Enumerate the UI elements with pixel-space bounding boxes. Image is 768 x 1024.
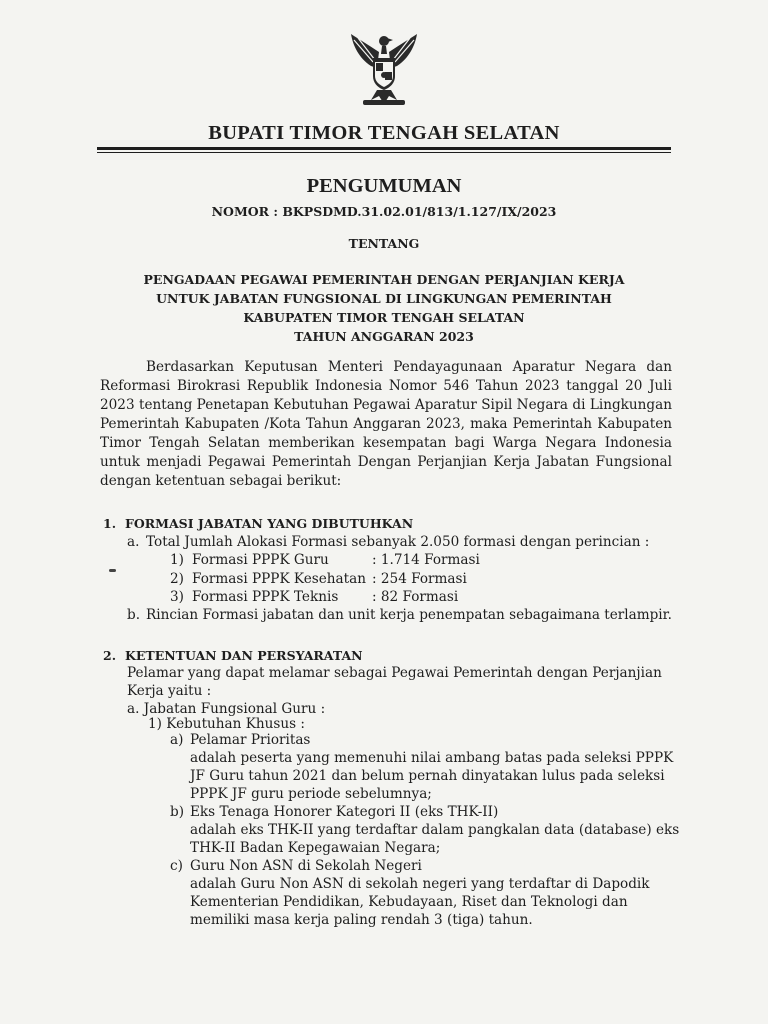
sub-item-line: PPPK JF guru periode sebelumnya; (190, 786, 432, 802)
intro-line: 2023 tentang Penetapan Kebutuhan Pegawai Aparatur Sipil Negara di Lingkungan (100, 397, 672, 413)
section-1-heading (103, 516, 413, 531)
section-1-item-b (127, 606, 672, 625)
sub-item-line: adalah eks THK-II yang terdaftar dalam pangkalan data (database) eks (190, 822, 680, 838)
item-marker: b. (127, 607, 141, 623)
item-text: Rincian Formasi jabatan dan unit kerja penempatan sebagaimana terlampir. (146, 607, 672, 623)
sub-item-title: Guru Non ASN di Sekolah Negeri (190, 858, 422, 874)
intro-line: Timor Tengah Selatan memberikan kesempatan bagi Warga Negara Indonesia (100, 435, 672, 451)
sub-item-line: Kementerian Pendidikan, Kebudayaan, Riset dan Teknologi dan (190, 894, 628, 910)
formasi-name: Formasi PPPK Teknis (192, 589, 339, 605)
item-marker: a. (127, 534, 140, 550)
formasi-row (170, 551, 480, 570)
subject-line: UNTUK JABATAN FUNGSIONAL DI LINGKUNGAN PEMERINTAH (156, 291, 612, 306)
section-number: 1. (103, 516, 117, 531)
sub-item-marker: a) (170, 732, 184, 748)
sub-item-title: Eks Tenaga Honorer Kategori II (eks THK-II) (190, 804, 499, 820)
section-1-item-a (127, 533, 649, 552)
sub-item-title: Pelamar Prioritas (190, 732, 311, 748)
sub-item-marker: c) (170, 858, 183, 874)
header-divider-thick (97, 147, 671, 150)
formasi-marker: 3) (170, 589, 184, 605)
announcement-number: NOMOR : BKPSDMD.31.02.01/813/1.127/IX/2023 (211, 204, 557, 219)
formasi-marker: 1) (170, 552, 184, 568)
formasi-value: : 254 Formasi (372, 571, 467, 587)
formasi-value: : 82 Formasi (372, 589, 459, 605)
intro-line: dengan ketentuan sebagai berikut: (100, 473, 342, 489)
sub-item-line: JF Guru tahun 2021 dan belum pernah dinyatakan lulus pada seleksi (190, 768, 665, 784)
formasi-row (170, 588, 458, 607)
section-number: 2. (103, 648, 117, 663)
formasi-name: Formasi PPPK Kesehatan (192, 571, 366, 587)
announcement-subject (96, 270, 672, 346)
section-title: KETENTUAN DAN PERSYARATAN (125, 648, 363, 663)
sub-item-line: memiliki masa kerja paling rendah 3 (tiga) tahun. (190, 912, 533, 928)
formasi-marker: 2) (170, 571, 184, 587)
intro-line: Berdasarkan Keputusan Menteri Pendayagunaan Aparatur Negara dan (146, 359, 672, 375)
section-2-intro: Pelamar yang dapat melamar sebagai Pegawai Pemerintah dengan Perjanjian (127, 665, 662, 681)
intro-paragraph (100, 358, 672, 491)
header-divider-thin (97, 152, 671, 153)
regent-title: BUPATI TIMOR TENGAH SELATAN (208, 122, 560, 144)
section-2-heading (103, 648, 363, 663)
scan-speck (109, 569, 116, 572)
formasi-value: : 1.714 Formasi (372, 552, 480, 568)
announcement-about: TENTANG (348, 236, 420, 251)
intro-line: Reformasi Birokrasi Republik Indonesia Nomor 546 Tahun 2023 tanggal 20 Juli (100, 378, 672, 394)
announcement-title: PENGUMUMAN (306, 175, 462, 197)
section-2-item-a: a. Jabatan Fungsional Guru : (127, 701, 326, 717)
sub-item-b (170, 803, 498, 822)
subject-line: KABUPATEN TIMOR TENGAH SELATAN (243, 310, 525, 325)
subject-line: PENGADAAN PEGAWAI PEMERINTAH DENGAN PERJANJIAN KERJA (143, 272, 625, 287)
sub-item-a (170, 731, 310, 750)
sub-item-line: adalah Guru Non ASN di sekolah negeri yang terdaftar di Dapodik (190, 876, 650, 892)
sub-item-marker: b) (170, 804, 185, 820)
sub-item-line: THK-II Badan Kepegawaian Negara; (190, 840, 441, 856)
subject-line: TAHUN ANGGARAN 2023 (294, 329, 474, 344)
formasi-row (170, 570, 467, 589)
formasi-name: Formasi PPPK Guru (192, 552, 329, 568)
section-title: FORMASI JABATAN YANG DIBUTUHKAN (125, 516, 414, 531)
section-2-intro: Kerja yaitu : (127, 683, 212, 699)
intro-line: untuk menjadi Pegawai Pemerintah Dengan Perjanjian Kerja Jabatan Fungsional (100, 454, 672, 470)
item-text: Total Jumlah Alokasi Formasi sebanyak 2.050 formasi dengan perincian : (146, 534, 650, 550)
garuda-emblem-icon (349, 32, 419, 108)
sub-item-line: adalah peserta yang memenuhi nilai ambang batas pada seleksi PPPK (190, 750, 674, 766)
intro-line: Pemerintah Kabupaten /Kota Tahun Anggaran 2023, maka Pemerintah Kabupaten (100, 416, 672, 432)
section-2-item-a1: 1) Kebutuhan Khusus : (148, 716, 305, 732)
sub-item-c (170, 857, 422, 876)
